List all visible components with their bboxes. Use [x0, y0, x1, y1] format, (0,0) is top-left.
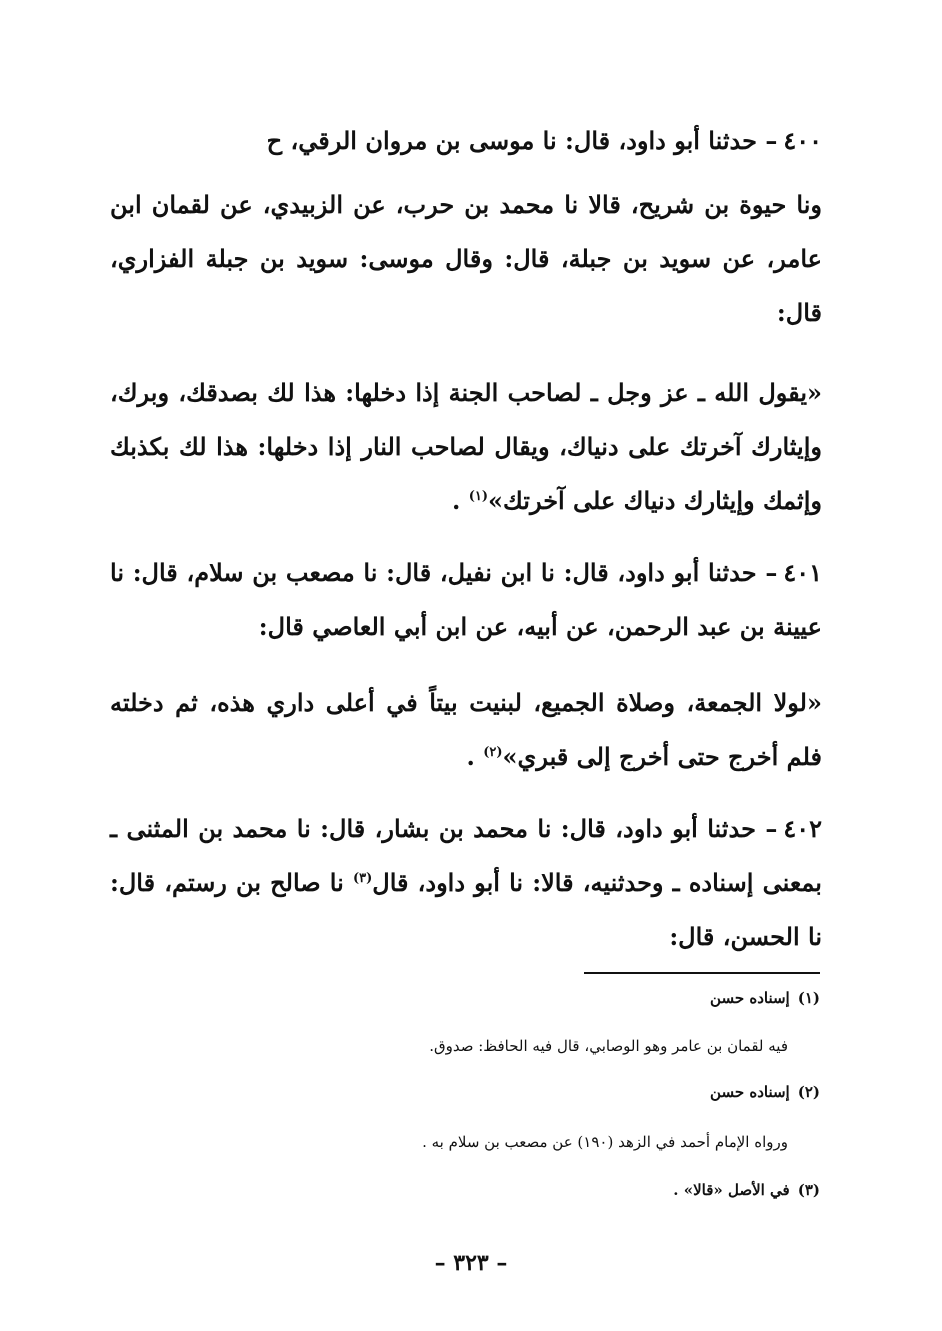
footnote-ref[interactable]: (١) — [468, 489, 489, 504]
footnote-3-heading — [110, 1178, 820, 1202]
footnote-number: (٣) — [797, 1181, 820, 1199]
hadith-chain-text: – حدثنا أبو داود، قال: نا محمد بن بشار، قال: نا محمد بن المثنى ـ بمعنى إسناده ـ وحدثنيه، قالا: نا أبو داود، قال — [110, 814, 822, 897]
hadith-matn-text: «لولا الجمعة، وصلاة الجميع، لبنيت بيتاً في أعلى داري هذه، ثم دخلته فلم أخرج حتى أخرج إلى قبري» — [110, 688, 822, 771]
footnote-ref[interactable]: (٢) — [483, 745, 503, 760]
footnote-number: (٢) — [797, 1083, 820, 1101]
footnote-separator — [584, 972, 820, 974]
footnote-heading-text: إسناده حسن — [710, 1083, 790, 1101]
hadith-400-matn — [110, 366, 822, 528]
hadith-chain-text: نا صالح بن رستم، قال: نا الحسن، قال: — [110, 868, 822, 951]
footnote-heading-text: إسناده حسن — [710, 989, 790, 1007]
footnote-1-heading — [110, 986, 820, 1010]
matn-end: . — [466, 742, 484, 771]
footnote-ref[interactable]: (٣) — [352, 871, 373, 886]
hadith-401-chain — [110, 546, 822, 654]
hadith-401-matn — [110, 676, 822, 784]
matn-end: . — [452, 486, 469, 515]
hadith-number: ٤٠١ — [783, 558, 822, 587]
footnote-1-body: فيه لقمان بن عامر وهو الوصابي، قال فيه الحافظ: صدوق. — [429, 1037, 788, 1055]
footnote-number: (١) — [797, 989, 820, 1007]
hadith-400-chain — [110, 114, 822, 168]
hadith-402-chain — [110, 802, 822, 964]
footnote-2-heading — [110, 1080, 820, 1104]
page-number: – ٣٢٣ – — [434, 1250, 508, 1276]
hadith-number: ٤٠٢ — [783, 814, 822, 843]
hadith-chain-text: – حدثنا أبو داود، قال: نا موسى بن مروان الرقي، ح — [266, 126, 778, 155]
hadith-chain-text: – حدثنا أبو داود، قال: نا ابن نفيل، قال: نا مصعب بن سلام، قال: نا عيينة بن عبد الرحمن، عن أبيه، عن ابن أبي العاصي قال: — [110, 558, 822, 641]
hadith-matn-text: «يقول الله ـ عز وجل ـ لصاحب الجنة إذا دخلها: هذا لك بصدقك، وبرك، وإيثارك آخرتك على دنياك، ويقال لصاحب النار إذا دخلها: هذا لك بكذبك وإثمك وإيثارك دنياك على آخرتك» — [110, 378, 822, 515]
footnote-2-body: ورواه الإمام أحمد في الزهد (١٩٠) عن مصعب بن سلام به . — [422, 1133, 788, 1151]
footnote-heading-text: في الأصل «قالا» . — [673, 1181, 790, 1199]
hadith-400-chain-rest: ونا حيوة بن شريح، قالا نا محمد بن حرب، عن الزبيدي، عن لقمان ابن عامر، عن سويد بن جبلة، قال: وقال موسى: سويد بن جبلة الفزاري، قال: — [110, 190, 822, 327]
hadith-number: ٤٠٠ — [783, 126, 822, 155]
